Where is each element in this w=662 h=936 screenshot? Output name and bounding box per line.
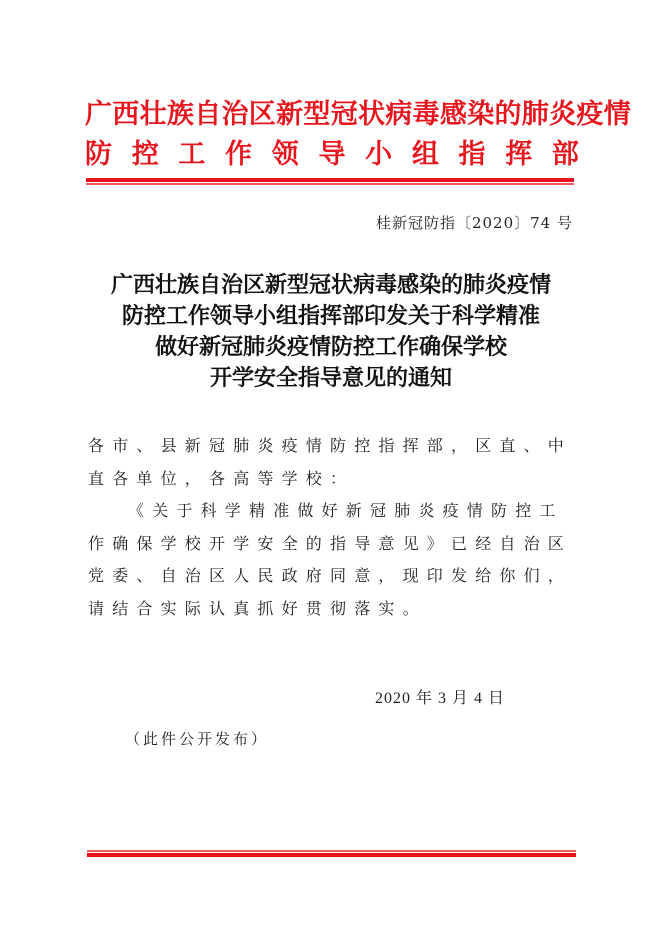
issuer-header-char: 工 xyxy=(178,139,206,170)
issuer-header-line1: 广西壮族自治区新型冠状病毒感染的肺炎疫情 xyxy=(85,99,631,130)
issuer-header-char: 作 xyxy=(225,139,253,170)
document-number: 桂新冠防指〔2020〕74 号 xyxy=(375,214,573,232)
issue-date: 2020 年 3 月 4 日 xyxy=(375,690,506,707)
body-paragraph: 《关于科学精准做好新冠肺炎疫情防控工作确保学校开学安全的指导意见》已经自治区党委、自治区人民政府同意，现印发给你们，请结合实际认真抓好贯彻落实。 xyxy=(88,501,573,618)
issuer-header-char: 部 xyxy=(551,139,579,170)
issuer-header-char: 小 xyxy=(365,139,393,170)
issuer-header-char: 防 xyxy=(85,139,112,170)
title-line: 开学安全指导意见的通知 xyxy=(209,365,452,391)
footer-red-rule-thick xyxy=(87,853,576,857)
issuer-header-char: 控 xyxy=(131,139,159,170)
title-line: 做好新冠肺炎疫情防控工作确保学校 xyxy=(154,334,507,360)
issuer-header-char: 领 xyxy=(271,139,299,170)
issuer-header-char: 导 xyxy=(318,139,346,170)
issuer-header-line2 xyxy=(85,137,579,173)
document-body xyxy=(88,430,580,625)
footer-red-rule-thin xyxy=(87,850,576,852)
document-title xyxy=(60,270,602,394)
issuer-header-char: 挥 xyxy=(505,139,533,170)
header-red-rule-thick xyxy=(86,178,574,182)
issuer-header-char: 指 xyxy=(458,139,486,170)
addressee: 各市、县新冠肺炎疫情防控指挥部，区直、中直各单位，各高等学校： xyxy=(88,436,573,488)
title-line: 防控工作领导小组指挥部印发关于科学精准 xyxy=(121,303,540,329)
publication-note: （此件公开发布） xyxy=(125,730,270,748)
title-line: 广西壮族自治区新型冠状病毒感染的肺炎疫情 xyxy=(110,272,551,298)
issuer-header-char: 组 xyxy=(411,139,439,170)
header-red-rule-thin xyxy=(86,183,574,185)
